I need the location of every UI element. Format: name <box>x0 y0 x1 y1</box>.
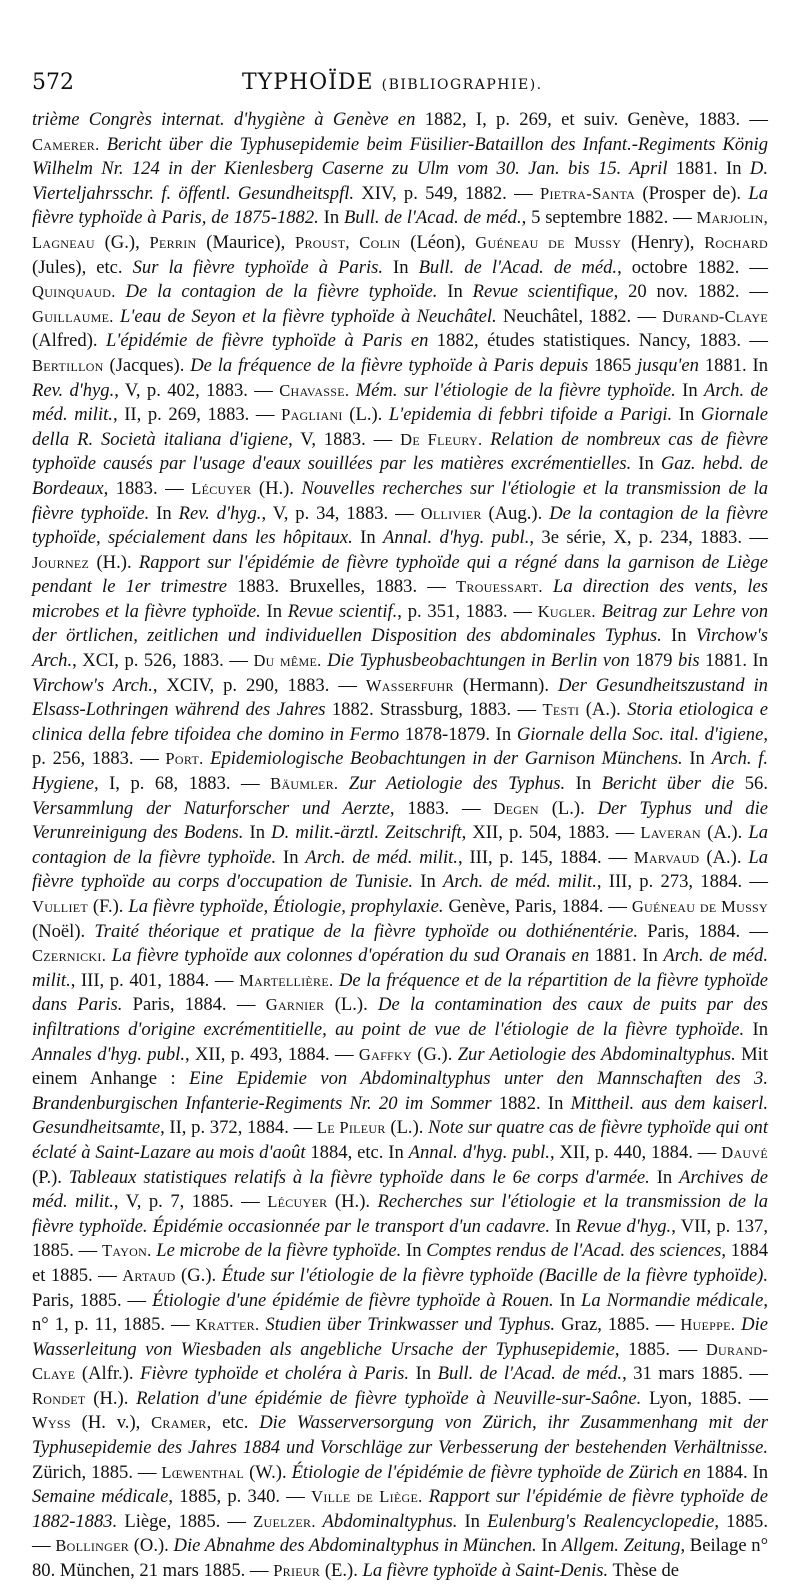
italic-text: Arch. de méd. milit. <box>305 846 458 868</box>
author-name: Artaud <box>122 1265 176 1285</box>
text-run: XIV, p. 549, 1882. — <box>354 182 540 204</box>
text-run: , 31 mars 1885. — <box>622 1363 768 1385</box>
text-run: In <box>744 1018 768 1040</box>
italic-text: Note sur quatre cas de fièvre typhoïde qui ont éclaté à Saint-Lazare au mois d'août <box>32 1117 768 1163</box>
italic-text: Arch. de méd. milit. <box>443 871 597 893</box>
text-run: , XII, p. 504, 1883. — <box>461 822 641 844</box>
text-run: Mit einem Anhange : <box>32 1043 769 1090</box>
italic-text: Revue scientif. <box>287 600 398 622</box>
text-run: , III, p. 401, 1884. — <box>70 969 240 991</box>
text-run: 1882, I, p. 269, et suiv. Genève, 1883. — <box>415 109 768 130</box>
text-run: (Maurice), <box>196 231 296 253</box>
text-run: (H. v.), <box>70 1412 152 1434</box>
text-run: (E.). <box>320 1560 363 1582</box>
text-run: 1882, études statistiques. Nancy, 1883. — <box>428 330 768 352</box>
text-run: In <box>536 1535 562 1557</box>
text-run: (O.). <box>129 1535 174 1557</box>
author-name: Journez <box>32 552 90 572</box>
text-run: Paris, 1884. — <box>638 920 768 942</box>
text-run: (H.). <box>85 1387 137 1409</box>
text-run: In <box>675 379 704 401</box>
italic-text: La fièvre typhoïde aux colonnes d'opération du sud Oranais en <box>106 945 590 967</box>
italic-text: Die Wasserleitung von Wiesbaden als angebliche Ursache der Typhusepidemie <box>32 1314 768 1360</box>
running-header <box>32 70 768 106</box>
text-run: Graz, 1885. — <box>555 1314 681 1336</box>
author-name: Du même. <box>253 651 322 671</box>
italic-text: Nouvelles recherches sur l'étiologie et la transmission de la fièvre typhoïde. <box>32 477 769 524</box>
italic-text: Die Abnahme des Abdominaltyphus in München. <box>173 1535 537 1557</box>
italic-text: Fièvre typhoïde et choléra à Paris. <box>140 1363 410 1385</box>
text-run: , I, p. 68, 1883. — <box>93 773 271 795</box>
text-run: , 1883. — <box>103 477 192 499</box>
author-name: Marvaud <box>633 847 700 867</box>
italic-text: Gaz. hebd. de Bordeaux <box>32 453 768 499</box>
author-name: Garnier <box>265 995 325 1015</box>
running-title-sub: (BIBLIOGRAPHIE). <box>381 77 543 93</box>
text-run: (L.). <box>342 404 389 426</box>
text-run: , V, p. 7, 1885. — <box>113 1191 268 1213</box>
author-name: Guéneau de Mussy <box>631 897 768 916</box>
italic-text: Beitrag zur Lehre von der örtlichen, zeitlichen und individuellen Disposition des abdominales Typhus. <box>32 600 768 647</box>
author-name: Zuelzer. <box>253 1511 316 1531</box>
author-name: Port. <box>165 749 204 769</box>
text-run: (W.). <box>244 1461 292 1483</box>
text-run: (Jules), etc. <box>32 256 133 278</box>
author-name: Ville de Liège. <box>311 1487 423 1507</box>
text-run: Lyon, 1885. — <box>641 1387 768 1409</box>
author-name: Gaffky <box>358 1044 412 1064</box>
text-run: In <box>649 1166 680 1188</box>
author-name: Proust, Colin <box>295 232 401 252</box>
italic-text: Traité théorique et pratique de la fièvre typhoïde ou dothiénentérie. <box>94 920 638 942</box>
text-run: (G.). <box>411 1043 458 1065</box>
italic-text: La contagion de la fièvre typhoïde. <box>32 822 769 868</box>
italic-text: Étiologie d'une épidémie de fièvre typhoïde à Rouen. <box>152 1289 554 1311</box>
text-run: , II, p. 372, 1884. — <box>160 1117 317 1139</box>
italic-text: Eulenburg's Realencyclopedie <box>487 1510 715 1532</box>
text-run: , 20 nov. 1882. — <box>613 281 769 303</box>
text-run: In <box>318 207 344 229</box>
author-name: Quinquaud. <box>32 282 116 302</box>
italic-text: Mém. sur l'étiologie de la fièvre typhoïde. <box>349 379 676 401</box>
italic-text: La fièvre typhoïde au corps d'occupation de Tunisie. <box>32 846 768 893</box>
text-run: (Aug.). <box>481 502 550 524</box>
text-run: Thèse de <box>608 1560 680 1582</box>
text-run: 1884, etc. In <box>305 1141 409 1163</box>
text-run: , II, p. 269, 1883. — <box>112 404 282 426</box>
text-run: 1881. In <box>589 945 664 967</box>
italic-text: Virchow's Arch. <box>32 625 768 672</box>
author-name: Perrin <box>149 232 197 252</box>
italic-text: L'eau de Seyon et la fièvre typhoïde à Neuchâtel. <box>113 305 497 327</box>
text-run: 1882. In <box>491 1092 571 1114</box>
author-name: Guéneau de Mussy <box>475 232 622 252</box>
italic-text: Zur Aetiologie des Typhus. <box>338 773 566 795</box>
text-run: , XCI, p. 526, 1883. — <box>72 650 254 672</box>
text-run: , 1884 et 1885. — <box>32 1240 768 1286</box>
text-run: (Henry), <box>621 231 705 253</box>
text-run: 1879 <box>629 650 678 672</box>
italic-text: Der Gesundheitszustand in Elsass-Lothringen während des Jahres <box>32 674 768 721</box>
text-run: , 1885, p. 340. — <box>168 1486 312 1508</box>
author-name: Wyss <box>32 1413 71 1433</box>
text-run: In <box>401 1240 427 1262</box>
italic-text: La fièvre typhoïde à Saint-Denis. <box>362 1560 609 1582</box>
text-run: 1884. In <box>700 1461 768 1483</box>
author-name: Lécuyer <box>191 478 252 498</box>
text-run: 56. <box>734 773 769 795</box>
text-run: Neuchâtel, 1882. — <box>496 305 663 327</box>
text-run: Liège, 1885. — <box>117 1510 254 1532</box>
italic-text: Giornale della Soc. ital. d'igiene <box>516 723 764 745</box>
author-name: Prieur <box>273 1561 321 1581</box>
text-run: (G.), <box>94 231 150 253</box>
text-run: (L.). <box>385 1117 429 1139</box>
text-run: In <box>553 1289 582 1311</box>
italic-text: Storia etiologica e clinica della febre tifoidea che domino in Fermo <box>32 699 769 745</box>
text-run: In <box>565 773 602 795</box>
italic-text: Die Wasserversorgung von Zürich, ihr Zusammenhang mit der Typhusepidemie des Jahres 1884 und Vorschläge zur Verbesserung der bestehenden Verhältnisse. <box>32 1412 768 1459</box>
author-name: Guillaume. <box>32 306 114 326</box>
italic-text: Comptes rendus de l'Acad. des sciences <box>426 1240 722 1262</box>
text-run: (H.). <box>327 1191 378 1213</box>
author-name: Trouessart. <box>456 577 543 597</box>
author-name: Wasserfuhr <box>365 675 454 695</box>
author-name: Degen <box>493 798 539 818</box>
author-name: Kugler. <box>537 601 596 621</box>
italic-text: Giornale della R. Società italiana d'igiene <box>32 404 768 450</box>
text-run: (Prosper de). <box>635 182 749 204</box>
italic-text: Annal. d'hyg. publ. <box>383 527 530 549</box>
text-run: (Jacques). <box>103 354 191 376</box>
text-run: , V, p. 34, 1883. — <box>261 502 421 524</box>
text-run: , V, 1883. — <box>288 428 401 450</box>
text-run: In <box>260 600 288 622</box>
text-run: , VII, p. 137, 1885. — <box>32 1215 768 1262</box>
author-name: Hueppe. <box>680 1315 736 1335</box>
italic-text: Versammlung der Naturforscher und Aerzte <box>32 797 390 819</box>
text-run: , 3e série, X, p. 234, 1883. — <box>529 527 768 549</box>
author-name: Bollinger <box>55 1536 130 1556</box>
text-run: In <box>682 748 712 770</box>
text-run: , XII, p. 493, 1884. — <box>185 1043 359 1065</box>
text-run: 1881. In <box>667 158 750 180</box>
italic-text: Rev. d'hyg. <box>178 502 262 524</box>
italic-text: Recherches sur l'étiologie et la transmission de la fièvre typhoïde. Épidémie occasionnée par le transport d'un cadavre. <box>32 1191 769 1237</box>
italic-text: Semaine médicale <box>32 1486 169 1508</box>
italic-text: Revue d'hyg. <box>575 1215 672 1237</box>
text-run: (Alfred). <box>32 330 106 352</box>
italic-text: trième Congrès internat. d'hygiène à Genève en <box>32 109 416 130</box>
author-name: Camerer. <box>32 134 100 154</box>
italic-text: bis <box>677 650 700 672</box>
text-run: In <box>413 871 444 893</box>
italic-text: Le microbe de la fièvre typhoïde. <box>151 1240 402 1262</box>
italic-text: Allgem. Zeitung <box>561 1535 681 1557</box>
text-run: 1882. Strassburg, 1883. — <box>325 699 543 721</box>
text-run: , 1883. — <box>389 797 494 819</box>
text-run: (Alfr.). <box>75 1363 141 1385</box>
text-run: In <box>661 625 696 647</box>
author-name: Bäumler. <box>270 774 339 794</box>
italic-text: Arch. f. Hygiene <box>32 748 769 795</box>
italic-text: Bull. de l'Acad. de méd. <box>343 207 522 229</box>
text-run: Genève, Paris, 1884. — <box>443 896 632 917</box>
italic-text: Epidemiologische Beobachtungen in der Garnison Münchens. <box>203 748 683 770</box>
author-name: Tayon. <box>101 1241 152 1261</box>
italic-text: Bull. de l'Acad. de méd. <box>418 256 618 278</box>
text-run: (Hermann). <box>453 674 558 696</box>
italic-text: Die Typhusbeobachtungen in Berlin von <box>321 650 630 672</box>
text-run: , p. 256, 1883. — <box>32 723 768 770</box>
italic-text: Eine Epidemie von Abdominaltyphus unter den Mannschaften des 3. Brandenburgischen Infanterie-Regiments Nr. 20 im Sommer <box>32 1068 768 1114</box>
author-name: Czernicki. <box>32 946 107 966</box>
italic-text: L'epidemia di febbri tifoide a Parigi. <box>388 404 673 426</box>
italic-text: Zur Aetiologie des Abdominaltyphus. <box>457 1043 736 1065</box>
italic-text: Arch. de méd. milit. <box>32 945 768 991</box>
text-run: , octobre 1882. — <box>617 256 769 278</box>
running-title-main: TYPHOÏDE <box>242 70 374 95</box>
text-run: (H.). <box>251 477 302 499</box>
author-name: De Fleury. <box>400 429 483 449</box>
author-name: Rondet <box>32 1388 86 1408</box>
italic-text: Mittheil. aus dem kaiserl. Gesundheitsamte <box>32 1092 768 1139</box>
italic-text: Abdominaltyphus. <box>315 1510 458 1532</box>
text-run: In <box>352 527 384 549</box>
text-run: In <box>243 822 272 844</box>
text-run: 1878-1879. In <box>399 723 517 745</box>
text-run: , III, p. 145, 1884. — <box>457 846 634 868</box>
italic-text: D. Vierteljahrsschr. f. öffentl. Gesundheitspfl. <box>32 158 768 204</box>
text-run: , n° 1, p. 11, 1885. — <box>32 1289 768 1336</box>
author-name: Testi <box>542 700 580 720</box>
italic-text: De la contagion de la fièvre typhoïde, spécialement dans les hôpitaux. <box>32 502 769 549</box>
text-run: , V, p. 402, 1883. — <box>114 379 280 401</box>
text-run: (L.). <box>538 797 598 819</box>
author-name: Laveran <box>640 823 702 843</box>
italic-text: L'épidémie de fièvre typhoïde à Paris en <box>106 330 429 352</box>
author-name: Cramer <box>151 1413 207 1433</box>
italic-text: Sur la fièvre typhoïde à Paris. <box>132 256 383 278</box>
author-name: Marjolin, Lagneau <box>32 208 768 252</box>
author-name: Pagliani <box>281 405 343 425</box>
author-name: Vulliet <box>32 897 88 916</box>
italic-text: Archives de méd. milit. <box>32 1166 768 1213</box>
italic-text: Der Typhus und die Verunreinigung des Bodens. <box>32 797 768 844</box>
text-run: Paris, 1884. — <box>122 994 266 1016</box>
bibliography-text <box>32 108 768 1584</box>
italic-text: La Normandie médicale <box>581 1289 764 1311</box>
text-run: In <box>631 453 661 475</box>
italic-text: Rev. d'hyg. <box>32 379 115 401</box>
text-run: , etc. <box>206 1412 260 1434</box>
text-run: In <box>457 1510 488 1532</box>
text-run: Paris, 1885. — <box>32 1289 153 1311</box>
italic-text: Rapport sur l'épidémie de fièvre typhoïde qui a régné dans la garnison de Liège pendant le 1er trimestre <box>32 551 768 598</box>
page-number: 572 <box>32 70 74 95</box>
italic-text: D. milit.-ärztl. Zeitschrift <box>271 822 462 844</box>
text-run: (H.). <box>89 551 139 573</box>
text-run: (A.). <box>701 822 749 844</box>
italic-text: La fièvre typhoïde à Paris, de 1875-1882. <box>32 182 768 229</box>
italic-text: Annales d'hyg. publ. <box>32 1043 185 1065</box>
author-name: Martellière. <box>239 970 334 990</box>
text-run: , XCIV, p. 290, 1883. — <box>152 674 366 696</box>
text-run: 1881. In <box>699 650 769 672</box>
italic-text: Relation de nombreux cas de fièvre typhoïde causés par l'usage d'eaux souillées par les matières excrémentielles. <box>32 428 769 475</box>
text-run: , III, p. 273, 1884. — <box>596 871 768 893</box>
italic-text: La direction des vents, les microbes et la fièvre typhoïde. <box>32 576 768 622</box>
author-name: Pietra-Santa <box>539 183 636 203</box>
text-run: In <box>409 1363 438 1385</box>
author-name: Durand-Claye <box>32 1339 768 1384</box>
text-run: Zürich, 1885. — <box>32 1461 162 1483</box>
text-run: 1865 <box>588 354 638 376</box>
author-name: Ollivier <box>420 503 482 523</box>
italic-text: De la fréquence et de la répartition de la fièvre typhoïde dans Paris. <box>32 969 768 1016</box>
author-name: Durand-Claye <box>662 306 768 326</box>
text-run: , 5 septembre 1882. — <box>521 207 697 229</box>
text-run: (Noël). <box>32 920 95 942</box>
author-name: Kratter. <box>195 1315 260 1335</box>
italic-text: De la contamination des caux de puits par des infiltrations d'origine excrémentitielle, au point de vue de l'étiologie de la fièvre typhoïde. <box>32 994 769 1040</box>
running-title <box>242 70 543 95</box>
italic-text: Bericht über die Typhusepidemie beim Füsilier-Bataillon des Infant.-Regiments König Wilhelm Nr. 124 in der Kienlesberg Caserne zu Ulm vom 30. Jan. bis 15. April <box>32 133 768 180</box>
text-run: (A.). <box>579 699 628 721</box>
text-run: In <box>672 404 701 426</box>
italic-text: De la fréquence de la fièvre typhoïde à Paris depuis <box>190 354 589 376</box>
text-run: , 1885. — <box>614 1338 706 1360</box>
italic-text: Arch. de méd. milit. <box>32 379 768 426</box>
text-run: 1883. Bruxelles, 1883. — <box>227 576 457 598</box>
italic-text: jusqu'en <box>637 354 699 376</box>
text-run: (A.). <box>699 846 749 868</box>
author-name: Chavasse. <box>279 380 350 400</box>
author-name: Lécuyer <box>267 1192 328 1212</box>
text-run: 1881. In <box>698 354 769 376</box>
text-run: , Beilage n° 80. München, 21 mars 1885. — <box>32 1535 769 1582</box>
text-run: In <box>437 281 473 303</box>
text-run: In <box>383 256 419 278</box>
author-name: Lœwenthal <box>161 1462 245 1482</box>
italic-text: La fièvre typhoïde, Étiologie, prophylaxie. <box>128 896 444 917</box>
italic-text: Revue scientifique <box>472 281 614 303</box>
text-run: (L.). <box>324 994 379 1016</box>
italic-text: Étiologie de l'épidémie de fièvre typhoïde de Zürich en <box>291 1461 701 1483</box>
text-run: (G.). <box>175 1264 222 1286</box>
italic-text: Studien über Trinkwasser und Typhus. <box>259 1314 556 1336</box>
italic-text: Étude sur l'étiologie de la fièvre typhoïde (Bacille de la fièvre typhoïde). <box>221 1264 769 1286</box>
text-run: In <box>276 846 306 868</box>
italic-text: Bull. de l'Acad. de méd. <box>437 1363 623 1385</box>
italic-text: Relation d'une épidémie de fièvre typhoïde à Neuville-sur-Saône. <box>136 1387 642 1409</box>
italic-text: Virchow's Arch. <box>32 674 153 696</box>
text-run: (P.). <box>32 1166 69 1188</box>
text-run: , XII, p. 440, 1884. — <box>549 1141 722 1163</box>
author-name: Rochard <box>704 232 768 252</box>
text-run: In <box>550 1215 576 1237</box>
italic-text: Rapport sur l'épidémie de fièvre typhoïde de 1882-1883. <box>32 1486 768 1532</box>
text-run: (Léon), <box>400 231 476 253</box>
italic-text: De la contagion de la fièvre typhoïde. <box>115 281 438 303</box>
author-name: Bertillon <box>32 355 104 375</box>
author-name: Dauvé <box>721 1142 768 1162</box>
text-run: , 1885. — <box>32 1510 769 1557</box>
text-run: In <box>149 502 179 524</box>
author-name: Le Pileur <box>316 1118 386 1138</box>
italic-text: Bericht über die <box>601 773 735 795</box>
italic-text: Tableaux statistiques relatifs à la fièvre typhoïde dans le 6e corps d'armée. <box>68 1166 650 1188</box>
italic-text: Annal. d'hyg. publ. <box>408 1141 550 1163</box>
text-run: (F.). <box>88 896 129 917</box>
text-run: , p. 351, 1883. — <box>397 600 538 622</box>
